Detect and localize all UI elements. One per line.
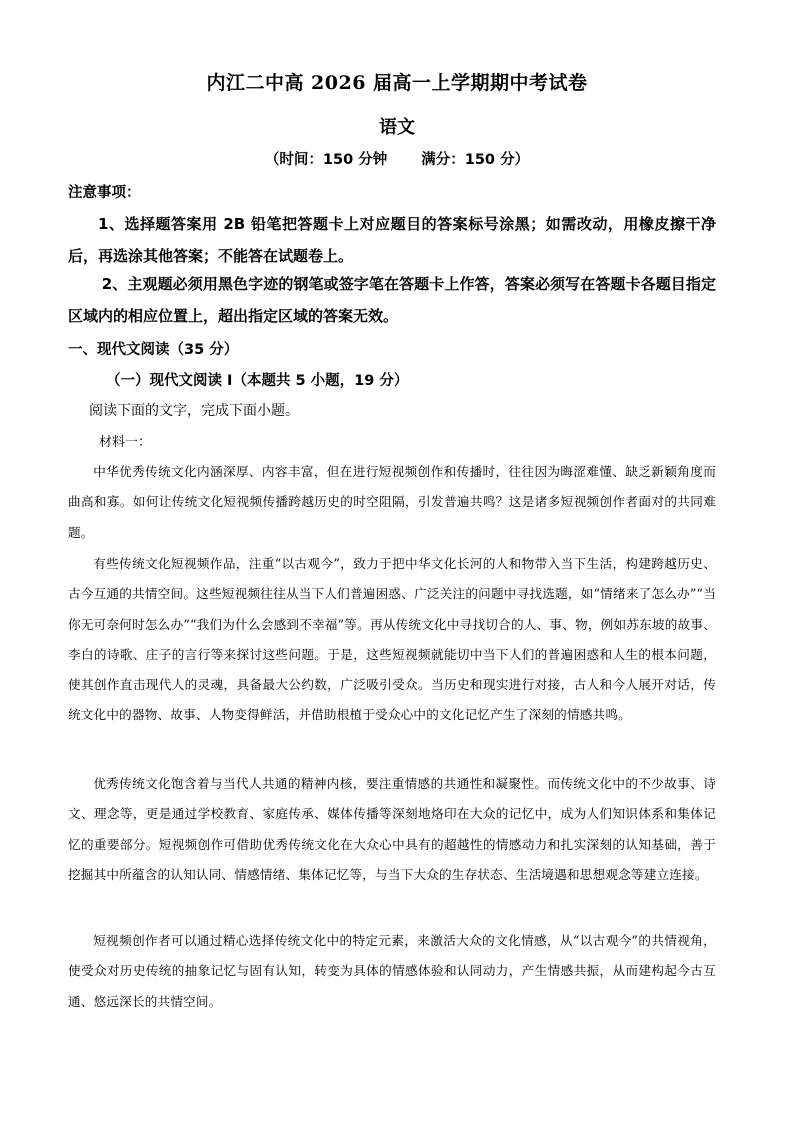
notice-item-1: 1、选择题答案用 2B 铅笔把答题卡上对应题目的答案标号涂黑；如需改动，用橡皮擦干净后，再选涂其他答案；不能答在试题卷上。	[68, 215, 716, 265]
sub-section-heading: （一）现代文阅读 I（本题共 5 小题，19 分）	[106, 373, 409, 389]
score-label: 满分：150 分）	[421, 152, 530, 168]
notice-heading: 注意事项：	[68, 185, 141, 201]
material-label: 材料一：	[99, 435, 152, 450]
exam-time-score	[0, 148, 794, 169]
section-heading: 一、现代文阅读（35 分）	[68, 342, 239, 358]
subject-title: 语文	[379, 117, 415, 138]
time-label: （时间：150 分钟	[264, 152, 388, 168]
reading-instruction: 阅读下面的文字，完成下面小题。	[89, 403, 299, 419]
paragraph-3: 优秀传统文化饱含着与当代人共通的精神内核，要注重情感的共通性和凝聚性。而传统文化中的不少故事、诗文、理念等，更是通过学校教育、家庭传承、媒体传播等深刻地烙印在大众的记忆中，成为人们知识体系和集体记忆的重要部分。短视频创作可借助优秀传统文化在大众心中具有的超越性的情感动力和扎实深刻的认知基础，善于挖掘其中所蕴含的认知认同、情感情绪、集体记忆等，与当下大众的生存状态、生活境遇和思想观念等建立连接。	[68, 776, 716, 882]
exam-title: 内江二中高 2026 届高一上学期期中考试卷	[206, 72, 588, 94]
notice-item-2: 2、主观题必须用黑色字迹的钢笔或签字笔在答题卡上作答，答案必须写在答题卡各题目指定区域内的相应位置上，超出指定区域的答案无效。	[68, 275, 716, 325]
paragraph-2: 有些传统文化短视频作品，注重“以古观今”，致力于把中华文化长河的人和物带入当下生活，构建跨越历史、古今互通的共情空间。这些短视频往往从当下人们普遍困惑、广泛关注的问题中寻找选题，如“情绪来了怎么办”“当你无可奈何时怎么办”“我们为什么会感到不幸福”等。再从传统文化中寻找切合的人、事、物，例如苏东坡的故事、李白的诗歌、庄子的言行等来探讨这些问题。于是，这些短视频就能切中当下人们的普遍困惑和人生的根本问题，使其创作直击现代人的灵魂，具备最大公约数，广泛吸引受众。当历史和现实进行对接，古人和今人展开对话，传统文化中的器物、故事、人物变得鲜活，并借助根植于受众心中的文化记忆产生了深刻的情感共鸣。	[68, 556, 716, 723]
paragraph-4: 短视频创作者可以通过精心选择传统文化中的特定元素，来激活大众的文化情感，从“以古观今”的共情视角，使受众对历史传统的抽象记忆与固有认知，转变为具体的情感体验和认同动力，产生情感共振，从而建构起今古互通、悠远深长的共情空间。	[68, 933, 716, 1009]
paragraph-1: 中华优秀传统文化内涵深厚、内容丰富，但在进行短视频创作和传播时，往往因为晦涩难懂、缺乏新颖角度而曲高和寡。如何让传统文化短视频传播跨越历史的时空阻隔，引发普遍共鸣？这是诸多短视频创作者面对的共同难题。	[68, 464, 716, 540]
